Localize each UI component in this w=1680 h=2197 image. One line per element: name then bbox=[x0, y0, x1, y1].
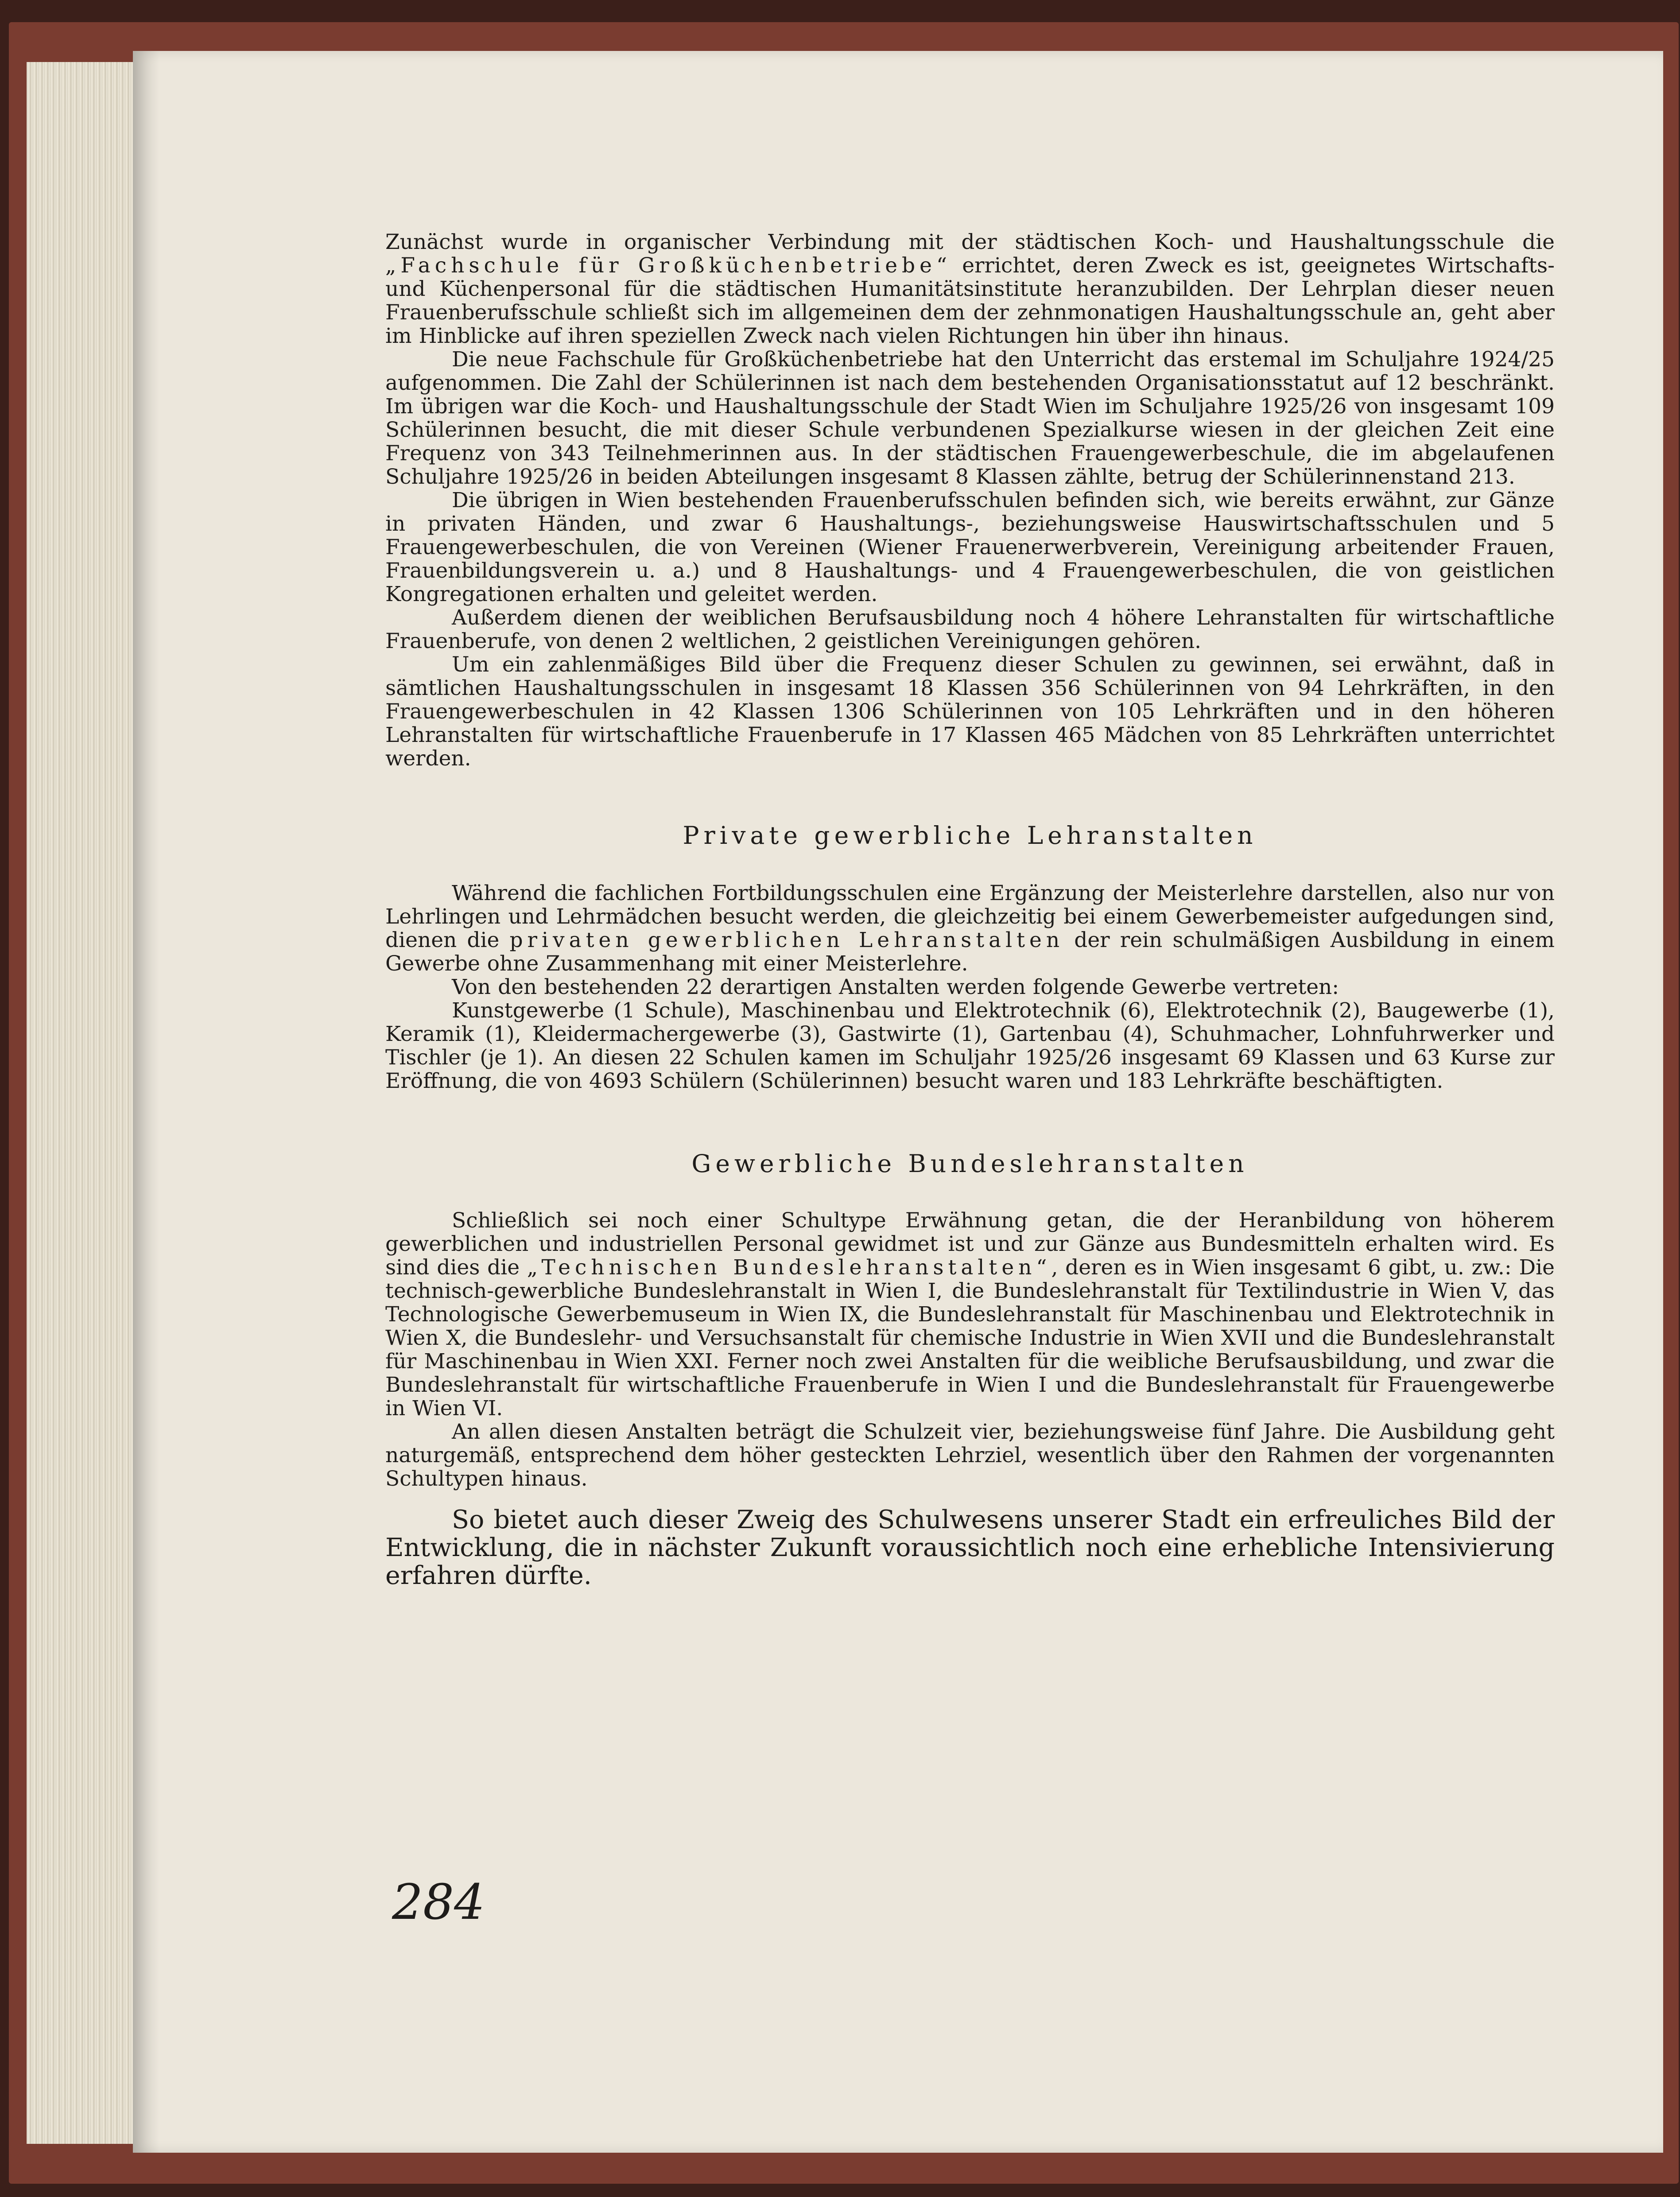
page-number: 284 bbox=[392, 1874, 485, 1930]
heading-bundeslehranstalten: Gewerbliche Bundeslehranstalten bbox=[691, 1149, 1249, 1178]
paragraph-frequenz: Die neue Fachschule für Großküchenbetriebe hat den Unterricht das erstemal im Schuljahre 1924/25 aufgenommen. Die Zahl der Schülerinnen ist nach dem bestehenden Organisationsstatut auf 12 beschränkt. Im übrigen war die Koch- und Haushaltungsschule der Stadt Wien im Schuljahre 1925/26 von insgesamt 109 Schülerinnen besucht, die mit dieser Schule verbundenen Spezialkurse wiesen in der gleichen Zeit eine Frequenz von 343 Teilnehmerinnen aus. In der städtischen Frauengewerbeschule, die im abgelaufenen Schuljahre 1925/26 in beiden Abteilungen insgesamt 8 Klassen zählte, betrug der Schülerinnenstand 213. bbox=[385, 347, 1555, 489]
spaced-emphasis: „Technischen Bundeslehranstalten“ bbox=[527, 1255, 1051, 1280]
spaced-emphasis: privaten gewerblichen Lehranstalten bbox=[509, 928, 1064, 952]
paragraph-conclusion: So bietet auch dieser Zweig des Schulwesens unserer Stadt ein erfreuliches Bild der Entwicklung, die in nächster Zukunft voraussichtlich noch eine erhebliche Intensivierung erfahren dürfte. bbox=[385, 1505, 1555, 1590]
spaced-emphasis: „Fachschule für Großküchenbetriebe“ bbox=[385, 253, 951, 278]
paragraph-bundes-intro: Schließlich sei noch einer Schultype Erwähnung getan, die der Heranbildung von höherem gewerblichen und industriellen Personal gewidmet ist und zur Gänze aus Bundesmitteln erhalten wird. Es sind dies die „Technischen Bundeslehranstalten“, deren es in Wien insgesamt 6 gibt, u. zw.: Die technisch-gewerbliche Bundeslehranstalt in Wien I, die Bundeslehranstalt für Textilindustrie in Wien V, das Technologische Gewerbemuseum in Wien IX, die Bundeslehranstalt für Maschinenbau und Elektrotechnik in Wien X, die Bundeslehr- und Versuchsanstalt für chemische Industrie in Wien XVII und die Bundeslehranstalt für Maschinenbau in Wien XXI. Ferner noch zwei Anstalten für die weibliche Berufsausbildung, und zwar die Bundeslehranstalt für wirtschaftliche Frauenberufe in Wien I und die Bundeslehranstalt für Frauengewerbe in Wien VI. bbox=[385, 1208, 1555, 1421]
paragraph-fachschule: Zunächst wurde in organischer Verbindung mit der städtischen Koch- und Haushaltungsschule die „Fachschule für Großküchenbetriebe“ errichtet, deren Zweck es ist, geeignetes Wirtschafts- und Küchenpersonal für die städtischen Humanitätsinstitute heranzubilden. Der Lehrplan dieser neuen Frauenberufsschule schließt sich im allgemeinen dem der zehnmonatigen Haushaltungsschule an, geht aber im Hinblicke auf ihren speziellen Zweck nach vielen Richtungen hin über ihn hinaus. bbox=[385, 230, 1555, 348]
paragraph-zahlenbild: Um ein zahlenmäßiges Bild über die Frequenz dieser Schulen zu gewinnen, sei erwähnt, daß in sämtlichen Haushaltungsschulen in insgesamt 18 Klassen 356 Schülerinnen von 94 Lehrkräften, in den Frauengewerbeschulen in 42 Klassen 1306 Schülerinnen von 105 Lehrkräften und in den höheren Lehranstalten für wirtschaftliche Frauenberufe in 17 Klassen 465 Mädchen von 85 Lehrkräften unterrichtet werden. bbox=[385, 652, 1555, 771]
paragraph-bundes-schulzeit: An allen diesen Anstalten beträgt die Schulzeit vier, beziehungsweise fünf Jahre. Die Ausbildung geht naturgemäß, entsprechend dem höher gesteckten Lehrziel, wesentlich über den Rahmen der vorgenannten Schultypen hinaus. bbox=[385, 1420, 1555, 1491]
paragraph-private-gewerbe: Von den bestehenden 22 derartigen Anstalten werden folgende Gewerbe vertreten: bbox=[452, 975, 1339, 999]
paragraph-hoehere-lehranstalten: Außerdem dienen der weiblichen Berufsausbildung noch 4 höhere Lehranstalten für wirtschaftliche Frauenberufe, von denen 2 weltlichen, 2 geistlichen Vereinigungen gehören. bbox=[385, 606, 1555, 653]
heading-private-lehranstalten: Private gewerbliche Lehranstalten bbox=[683, 821, 1257, 850]
paragraph-private-intro: Während die fachlichen Fortbildungsschulen eine Ergänzung der Meisterlehre darstellen, also nur von Lehrlingen und Lehrmädchen besucht werden, die gleichzeitig bei einem Gewerbemeister aufgedungen sind, dienen die privaten gewerblichen Lehranstalten der rein schulmäßigen Ausbildung in einem Gewerbe ohne Zusammenhang mit einer Meisterlehre. bbox=[385, 881, 1555, 976]
page-stack-edges bbox=[27, 62, 142, 2144]
page-text-block bbox=[385, 230, 1555, 1590]
page-gutter-shadow bbox=[133, 51, 159, 2153]
paragraph-private-liste: Kunstgewerbe (1 Schule), Maschinenbau und Elektrotechnik (6), Elektrotechnik (2), Baugewerbe (1), Keramik (1), Kleidermachergewerbe (3), Gastwirte (1), Gartenbau (4), Schuhmacher, Lohnfuhrwerker und Tischler (je 1). An diesen 22 Schulen kamen im Schuljahr 1925/26 insgesamt 69 Klassen und 63 Kurse zur Eröffnung, die von 4693 Schülern (Schülerinnen) besucht waren und 183 Lehrkräfte beschäftigten. bbox=[385, 998, 1555, 1093]
paragraph-frauenberufsschulen: Die übrigen in Wien bestehenden Frauenberufsschulen befinden sich, wie bereits erwähnt, zur Gänze in privaten Händen, und zwar 6 Haushaltungs-, beziehungsweise Hauswirtschaftsschulen und 5 Frauengewerbeschulen, die von Vereinen (Wiener Frauenerwerbverein, Vereinigung arbeitender Frauen, Frauenbildungsverein u. a.) und 8 Haushaltungs- und 4 Frauengewerbeschulen, die von geistlichen Kongregationen erhalten und geleitet werden. bbox=[385, 488, 1555, 606]
